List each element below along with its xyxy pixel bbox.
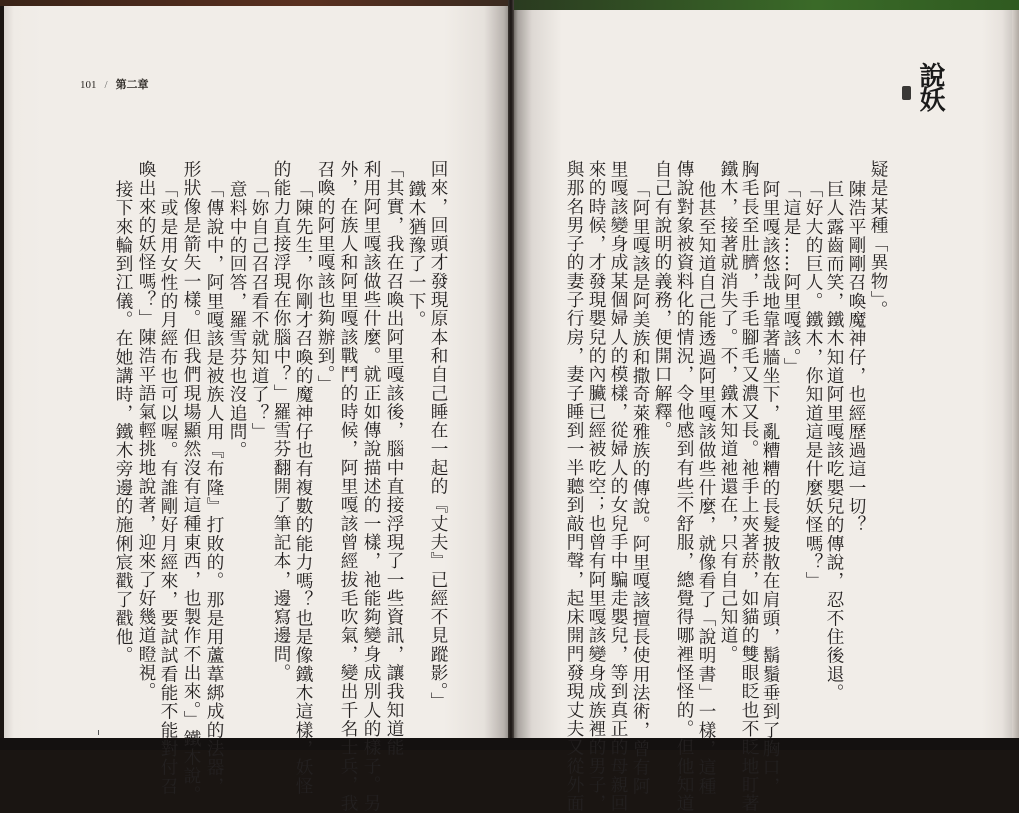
left-page-text-column: 喚出來的妖怪嗎？」陳浩平語氣輕挑地說著，迎來了好幾道瞪視。 xyxy=(136,160,156,701)
left-page-text-column: 意料中的回答，羅雪芬也沒追問。 xyxy=(227,180,247,460)
right-page-text-column: 「這是……阿里嘎該。」 xyxy=(781,180,801,377)
right-page-text-column: 巨人露齒而笑，鐵木知道阿里嘎該吃嬰兒的傳說，忍不住後退。 xyxy=(824,180,844,703)
right-page-text-column: 疑是某種「異物」。 xyxy=(868,160,888,320)
right-page-text-column: 自己有說明的義務，便開口解釋。 xyxy=(652,160,672,440)
running-head-separator: / xyxy=(104,79,108,91)
right-page-text-column: 「阿里嘎該是阿美族和撒奇萊雅族的傳說。阿里嘎該擅長使用法術，曾有阿 xyxy=(630,180,650,796)
left-page-text-column: 接下來輪到江儀。在她講時，鐵木旁邊的施俐宸戳了戳他。 xyxy=(113,180,133,665)
left-page-text-column: 「或是用女性的月經布也可以喔。有誰剛好月經來，要試試看能不能對付召 xyxy=(158,180,178,796)
right-page-text-column: 里嘎該變身成某個婦人的模樣，從婦人的女兒手中騙走嬰兒，等到真正的母親回 xyxy=(608,160,628,813)
left-page-text-column: 回來，回頭才發現原本和自己睡在一起的『丈夫』已經不見蹤影。」 xyxy=(428,160,448,711)
right-page-text-column: 來的時候，才發現嬰兒的內臟已經被吃空；也曾有阿里嘎該變身成族裡的男子， xyxy=(586,160,606,813)
left-page-text-column: 鐵木猶豫了一下。 xyxy=(406,180,426,330)
right-page-text-column: 「好大的巨人。鐵木，你知道這是什麼妖怪嗎？」 xyxy=(803,180,823,591)
book-spine-gutter xyxy=(508,0,514,750)
left-page-text-column: 形狀像是箭矢一樣。但我們現場顯然沒有這種東西，也製作不出來。」鐵木說。 xyxy=(181,160,201,804)
left-page-text-column: 「其實，我在召喚出阿里嘎該後，腦中直接浮現了一些資訊，讓我知道能 xyxy=(384,160,404,757)
left-page-text-column: 的能力直接浮現在你腦中？」羅雪芬翻開了筆記本，邊寫邊問。 xyxy=(271,160,291,683)
page-number: 101 xyxy=(80,79,97,91)
running-head xyxy=(80,76,149,92)
right-page-text-column: 傳說對象被資料化的情況，令他感到有些不舒服，總覺得哪裡怪怪的。但他知道 xyxy=(674,160,694,813)
left-page-text-column: 「傳說中，阿里嘎該是被族人用『布隆』打敗的。那是用蘆葦綁成的法器， xyxy=(204,180,224,796)
right-page-text-column: 與那名男子的妻子行房，妻子睡到一半聽到敲門聲，起床開門發現丈夫又從外面 xyxy=(564,160,584,813)
right-page-text-column: 陳浩平剛剛召喚魔神仔，也經歷過這一切？ xyxy=(846,180,866,535)
bottom-shadow xyxy=(0,738,1019,750)
left-page-text-column: 外，在族人和阿里嘎該戰鬥的時候，阿里嘎該曾經拔毛吹氣，變出千名士兵，我 xyxy=(338,160,358,813)
right-page-text-column: 胸毛長至肚臍，手毛腳毛又濃又長。祂手上夾著菸，如貓的雙眼眨也不眨地盯著 xyxy=(739,160,759,813)
chapter-title: 第二章 xyxy=(115,79,149,91)
right-page-text-column: 他甚至知道自己能透過阿里嘎該做些什麼，就像看了「說明書」一樣，這種 xyxy=(696,180,716,796)
left-page-text-column: 「陳先生，你剛才召喚的魔神仔也有複數的能力嗎？也是像鐵木這樣，妖怪 xyxy=(293,180,313,796)
book-logo: 說妖 xyxy=(915,62,945,110)
page-stack-edge xyxy=(1012,10,1019,738)
left-page-text-column: 利用阿里嘎該做些什麼。就正如傳說描述的一樣，祂能夠變身成別人的樣子。另 xyxy=(361,160,381,813)
volume-mark-icon xyxy=(902,86,911,100)
page-mark xyxy=(98,730,99,735)
left-page-text-column: 召喚的阿里嘎該也夠辦到。」 xyxy=(315,160,335,394)
book-cover-edge-right xyxy=(510,0,1019,10)
right-page-text-column: 鐵木，接著就消失了。不，鐵木知道祂還在，只有自己知道。 xyxy=(718,160,738,664)
left-page-text-column: 「妳自己召召看不就知道了？」 xyxy=(249,180,269,442)
right-page-text-column: 阿里嘎該悠哉地靠著牆坐下，亂糟糟的長髮披散在肩頭，鬍鬚垂到了胸口， xyxy=(760,180,780,796)
